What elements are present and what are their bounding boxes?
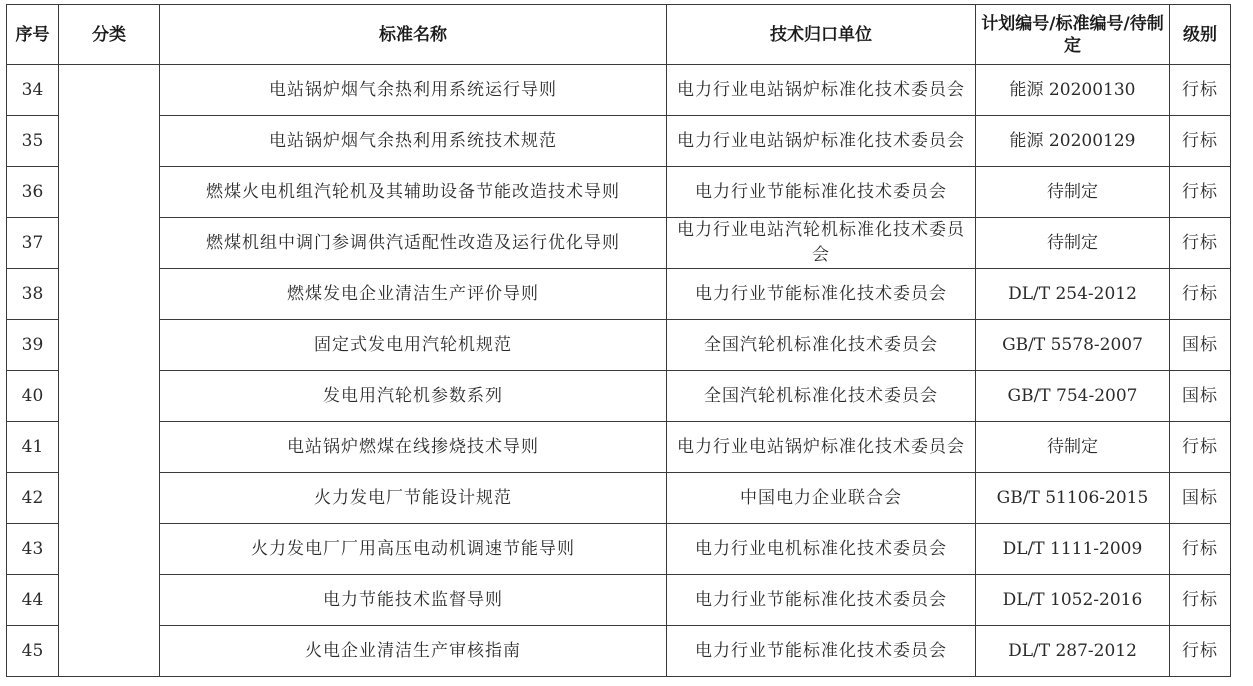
table-row <box>7 371 1231 422</box>
standard-name: 燃煤火电机组汽轮机及其辅助设备节能改造技术导则 <box>160 167 667 218</box>
standard-level: 行标 <box>1170 626 1231 677</box>
table-row <box>7 218 1231 269</box>
technical-unit: 全国汽轮机标准化技术委员会 <box>667 320 976 371</box>
standard-name: 火力发电厂节能设计规范 <box>160 473 667 524</box>
standard-level: 行标 <box>1170 116 1231 167</box>
standard-level: 行标 <box>1170 167 1231 218</box>
standard-code: DL/T 1111-2009 <box>976 524 1170 575</box>
standard-code: 待制定 <box>976 167 1170 218</box>
standard-level: 行标 <box>1170 218 1231 269</box>
row-number: 44 <box>7 575 59 626</box>
standard-code: DL/T 287-2012 <box>976 626 1170 677</box>
category-cell <box>59 65 160 677</box>
table-row <box>7 473 1231 524</box>
header-unit: 技术归口单位 <box>667 5 976 65</box>
row-number: 36 <box>7 167 59 218</box>
standard-name: 发电用汽轮机参数系列 <box>160 371 667 422</box>
technical-unit: 电力行业节能标准化技术委员会 <box>667 167 976 218</box>
standard-name: 火力发电厂厂用高压电动机调速节能导则 <box>160 524 667 575</box>
table-row <box>7 167 1231 218</box>
row-number: 42 <box>7 473 59 524</box>
row-number: 40 <box>7 371 59 422</box>
table-row <box>7 524 1231 575</box>
standard-level: 行标 <box>1170 524 1231 575</box>
table-row <box>7 626 1231 677</box>
header-no: 序号 <box>7 5 59 65</box>
technical-unit: 电力行业电机标准化技术委员会 <box>667 524 976 575</box>
standard-level: 国标 <box>1170 320 1231 371</box>
table-row <box>7 320 1231 371</box>
standard-level: 行标 <box>1170 575 1231 626</box>
row-number: 37 <box>7 218 59 269</box>
header-category: 分类 <box>59 5 160 65</box>
table-header-row <box>7 5 1231 65</box>
technical-unit: 中国电力企业联合会 <box>667 473 976 524</box>
standard-code: DL/T 1052-2016 <box>976 575 1170 626</box>
table-body <box>7 65 1231 677</box>
table-row <box>7 269 1231 320</box>
row-number: 41 <box>7 422 59 473</box>
standard-name: 燃煤发电企业清洁生产评价导则 <box>160 269 667 320</box>
technical-unit: 电力行业节能标准化技术委员会 <box>667 269 976 320</box>
standard-code: GB/T 5578-2007 <box>976 320 1170 371</box>
technical-unit: 全国汽轮机标准化技术委员会 <box>667 371 976 422</box>
table-row <box>7 65 1231 116</box>
table-row <box>7 116 1231 167</box>
standard-code: 能源 20200129 <box>976 116 1170 167</box>
technical-unit: 电力行业电站汽轮机标准化技术委员会 <box>667 218 976 269</box>
technical-unit: 电力行业节能标准化技术委员会 <box>667 626 976 677</box>
standards-table <box>6 4 1231 677</box>
technical-unit: 电力行业电站锅炉标准化技术委员会 <box>667 422 976 473</box>
standard-name: 火电企业清洁生产审核指南 <box>160 626 667 677</box>
header-code: 计划编号/标准编号/待制定 <box>976 5 1170 65</box>
table-row <box>7 575 1231 626</box>
standard-name: 固定式发电用汽轮机规范 <box>160 320 667 371</box>
standard-level: 行标 <box>1170 422 1231 473</box>
standard-level: 国标 <box>1170 371 1231 422</box>
standard-code: 待制定 <box>976 422 1170 473</box>
technical-unit: 电力行业节能标准化技术委员会 <box>667 575 976 626</box>
standard-code: 待制定 <box>976 218 1170 269</box>
standard-name: 电站锅炉燃煤在线掺烧技术导则 <box>160 422 667 473</box>
row-number: 38 <box>7 269 59 320</box>
row-number: 45 <box>7 626 59 677</box>
row-number: 35 <box>7 116 59 167</box>
row-number: 34 <box>7 65 59 116</box>
standard-code: GB/T 51106-2015 <box>976 473 1170 524</box>
row-number: 39 <box>7 320 59 371</box>
standard-level: 国标 <box>1170 473 1231 524</box>
standard-level: 行标 <box>1170 269 1231 320</box>
row-number: 43 <box>7 524 59 575</box>
header-name: 标准名称 <box>160 5 667 65</box>
standard-code: 能源 20200130 <box>976 65 1170 116</box>
standard-code: DL/T 254-2012 <box>976 269 1170 320</box>
technical-unit: 电力行业电站锅炉标准化技术委员会 <box>667 65 976 116</box>
standard-code: GB/T 754-2007 <box>976 371 1170 422</box>
standard-name: 燃煤机组中调门参调供汽适配性改造及运行优化导则 <box>160 218 667 269</box>
technical-unit: 电力行业电站锅炉标准化技术委员会 <box>667 116 976 167</box>
standard-name: 电站锅炉烟气余热利用系统技术规范 <box>160 116 667 167</box>
standard-name: 电站锅炉烟气余热利用系统运行导则 <box>160 65 667 116</box>
standard-level: 行标 <box>1170 65 1231 116</box>
table-row <box>7 422 1231 473</box>
header-level: 级别 <box>1170 5 1231 65</box>
standard-name: 电力节能技术监督导则 <box>160 575 667 626</box>
